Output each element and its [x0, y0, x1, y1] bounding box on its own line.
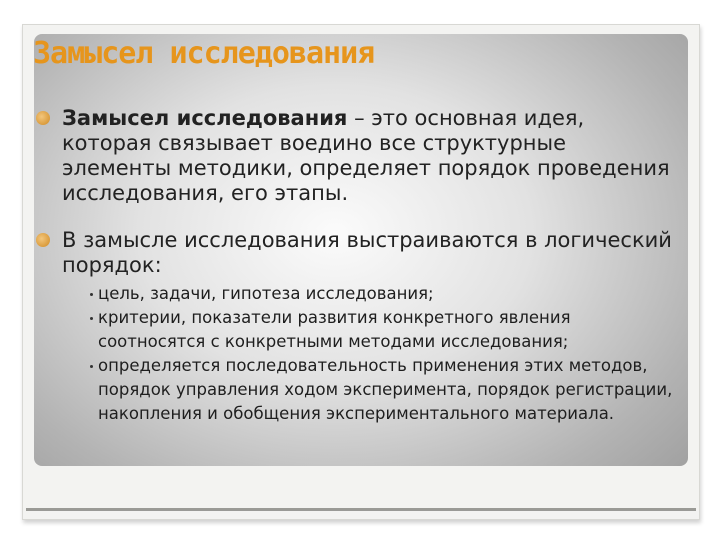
sub-item [36, 282, 676, 306]
sub-item-text: определяется последовательность применения этих методов, порядок управления ходом эксперимента, порядок регистрации, накопления и обобщения экспериментального материала. [98, 356, 673, 423]
bullet-text: – это основная идея, которая связывает воедино все структурные элементы методики, определяет порядок проведения исследования, его этапы. [62, 106, 670, 205]
bullet-icon [36, 111, 50, 125]
bullet-plan [36, 228, 676, 278]
sub-item [36, 354, 676, 426]
sub-item-text: критерии, показатели развития конкретного явления соотносятся с конкретными методами исследования; [98, 308, 571, 351]
slide-content [36, 106, 676, 426]
bottom-rule [26, 508, 696, 511]
dot-icon [90, 293, 93, 296]
bullet-icon [36, 233, 50, 247]
dot-icon [90, 317, 93, 320]
dot-icon [90, 365, 93, 368]
sub-item [36, 306, 676, 354]
bullet-definition [36, 106, 676, 206]
bullet-text: В замысле исследования выстраиваются в логический порядок: [62, 228, 672, 277]
sub-item-text: цель, задачи, гипотеза исследования; [98, 284, 434, 303]
sub-list [36, 282, 676, 426]
slide-title: Замысел исследования [33, 36, 375, 71]
bullet-term: Замысел исследования [62, 106, 348, 130]
